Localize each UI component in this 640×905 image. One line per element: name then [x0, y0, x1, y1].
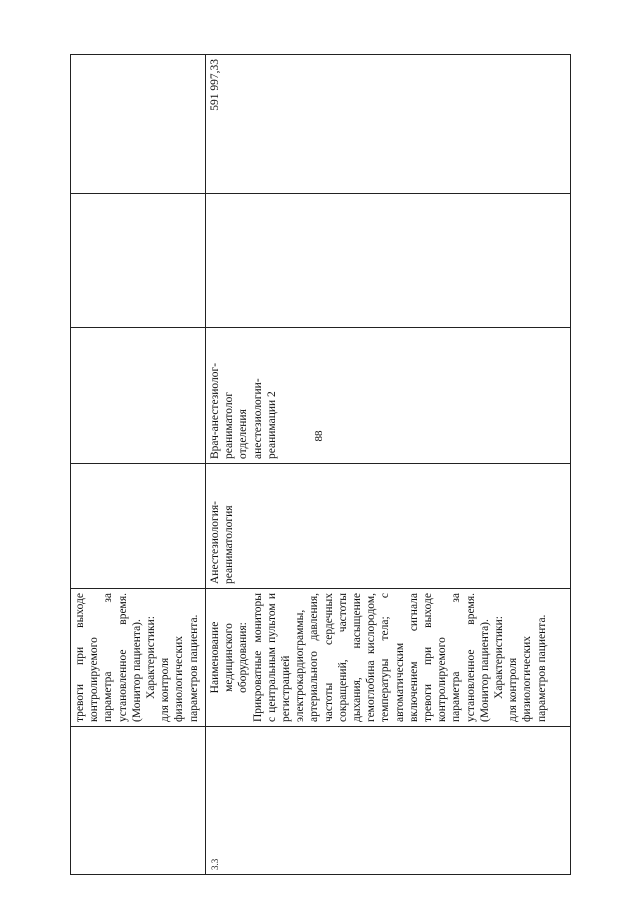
row2-blank-cell — [206, 194, 571, 328]
specialty-line: Анестезиология- — [209, 501, 221, 584]
name-line: установленное время. — [116, 593, 129, 722]
row2-name-cell — [206, 589, 571, 727]
row1-number-cell — [71, 727, 206, 875]
specialty-line: реаниматология — [223, 505, 236, 584]
row1-specialty-cell — [71, 464, 206, 589]
name-line: температуры тела; с — [379, 593, 392, 722]
name-line: для контроля — [507, 657, 520, 722]
name-line: тревоги при выходе — [74, 593, 86, 722]
name-line: Наименование — [209, 621, 221, 694]
name-line: Характеристики: — [145, 616, 158, 699]
name-line: медицинского — [223, 623, 236, 692]
page-number: 88 — [313, 430, 325, 442]
name-line: автоматическим — [393, 642, 406, 722]
name-line: с центральным пультом и — [265, 593, 278, 722]
name-line: электрокардиограммы, — [294, 609, 307, 722]
row1-staff-cell — [71, 328, 206, 464]
price-value: 591 997,33 — [209, 59, 221, 111]
name-line: (Монитор пациента). — [478, 619, 491, 722]
name-line: дыхания, насыщение — [351, 593, 364, 722]
name-line: Прикроватные мониторы — [251, 593, 264, 722]
name-line: физиологических — [173, 635, 186, 722]
name-line: включением сигнала — [407, 593, 420, 722]
row1-name-cell — [71, 589, 206, 727]
name-line: оборудования: — [237, 622, 250, 693]
staff-line: Врач-анестезиолог- — [209, 362, 221, 459]
staff-line: отделения — [237, 409, 250, 459]
name-line: параметра за — [450, 593, 463, 722]
name-line: установленное время. — [464, 593, 477, 722]
table-row — [71, 55, 206, 875]
staff-line: анестезиологии- — [251, 378, 264, 459]
name-line: контролируемого — [88, 637, 101, 722]
name-line: параметров пациента. — [187, 614, 200, 722]
staff-line: реаниматолог — [223, 391, 236, 459]
row2-price-cell — [206, 55, 571, 194]
equipment-table — [70, 54, 571, 875]
name-line: Характеристики: — [493, 616, 506, 699]
name-line: частоты сердечных — [322, 593, 335, 722]
row1-price-cell — [71, 55, 206, 194]
row1-blank-cell — [71, 194, 206, 328]
name-line: параметра за — [102, 593, 115, 722]
name-line: гемоглобина кислородом, — [365, 593, 378, 722]
table-row — [206, 55, 571, 875]
name-line: тревоги при выходе — [422, 593, 435, 722]
name-line: сокращений, частоты — [336, 593, 349, 722]
staff-line: реанимации 2 — [265, 391, 278, 459]
name-line: артериального давления, — [308, 593, 321, 722]
row2-staff-cell — [206, 328, 571, 464]
name-line: регистрацией — [280, 655, 293, 722]
name-line: для контроля — [159, 657, 172, 722]
row2-number-cell — [206, 727, 571, 875]
name-line: контролируемого — [436, 637, 449, 722]
name-line: параметров пациента. — [535, 614, 548, 722]
row2-specialty-cell — [206, 464, 571, 589]
name-line: (Монитор пациента). — [130, 619, 143, 722]
name-line: физиологических — [521, 635, 534, 722]
rotated-table-stage — [70, 55, 560, 875]
row-number: 3.3 — [210, 858, 220, 870]
